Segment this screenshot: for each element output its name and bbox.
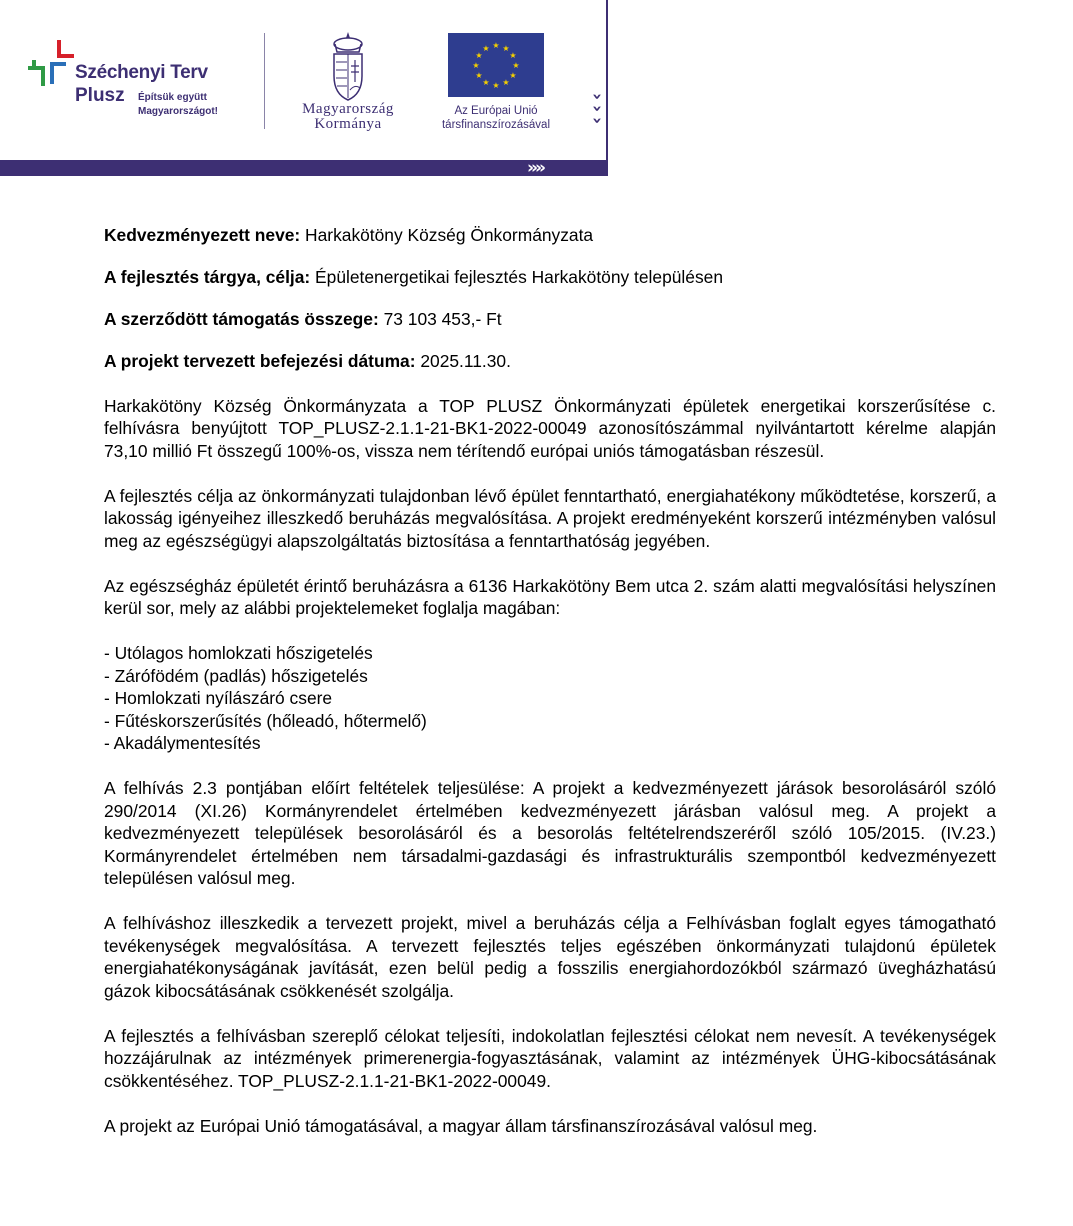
paragraph-objectives: A fejlesztés a felhívásban szereplő célokat teljesíti, indokolatlan fejlesztési célokat nem nevesít. A tevékenységek hozzájárulnak az intézmények primerenergia-fogyasztásának, valamint az intézmények ÜHG-kibocsátásának csökkentéséhez. TOP_PLUSZ-2.1.1-21-BK1-2022-00049. — [104, 1025, 996, 1091]
svg-text:★: ★ — [509, 71, 517, 80]
eu-caption — [424, 104, 568, 132]
project-elements-list — [104, 642, 996, 755]
slogan-line-2: Magyarországot! — [138, 106, 219, 117]
list-item: - Akadálymentesítés — [104, 733, 261, 753]
subject-field — [104, 266, 996, 289]
svg-text:★: ★ — [509, 51, 517, 60]
government-line-2: Kormánya — [314, 116, 382, 132]
field-label: A fejlesztés tárgya, célja: — [104, 267, 311, 287]
szechenyi-title: Széchenyi Terv — [75, 62, 208, 83]
side-chevron-decoration: › › › — [587, 93, 607, 125]
svg-text:★: ★ — [492, 41, 500, 50]
svg-text:★: ★ — [472, 61, 480, 70]
svg-text:★: ★ — [512, 61, 520, 70]
field-label: Kedvezményezett neve: — [104, 225, 301, 245]
paragraph-grant: Harkakötöny Község Önkormányzata a TOP PLUSZ Önkormányzati épületek energetikai korszerűsítése c. felhívásra benyújtott TOP_PLUSZ-2.1.1-21-BK1-2022-00049 azonosítószámmal nyilvántartott kérelme alapján 73,10 millió Ft összegű 100%-os, vissza nem térítendő európai uniós támogatásban részesül. — [104, 395, 996, 461]
paragraph-conditions: A felhívás 2.3 pontjában előírt feltételek teljesülése: A projekt a kedvezményezett járások besorolásáról szóló 290/2014 (XI.26) Kormányrendelet értelmében kedvezményezett járásban valósul meg. A projekt a kedvezményezett települések besorolásáról és a besorolás feltételrendszeréről szóló 105/2015. (IV.23.) Kormányrendelet értelmében nem társadalmi-gazdasági és infrastrukturális szempontból kedvezményezett településen valósul meg. — [104, 778, 996, 888]
svg-text:★: ★ — [475, 71, 483, 80]
svg-text:★: ★ — [482, 44, 490, 53]
government-line-1: Magyarország — [302, 101, 394, 117]
svg-text:★: ★ — [475, 51, 483, 60]
szechenyi-cross-icon — [28, 40, 74, 86]
band-chevron-icon: ›››› — [527, 158, 544, 178]
svg-text:★: ★ — [492, 81, 500, 90]
list-item: - Utólagos homlokzati hőszigetelés — [104, 643, 373, 663]
field-value: 2025.11.30. — [415, 351, 511, 371]
eu-line-2: társfinanszírozásával — [441, 119, 551, 131]
paragraph-fit: A felhíváshoz illeszkedik a tervezett projekt, mivel a beruházás célja a Felhívásban foglalt egyes támogatható tevékenységek megvalósítása. A tervezett fejlesztés teljes egészében önkormányzati tulajdonú épületek energiahatékonyságának javítását, ezen belül pedig a fosszilis energiahordozókból származó üvegházhatású gázok kibocsátásának csökkenését szolgálja. — [104, 913, 996, 1001]
list-item: - Fűtéskorszerűsítés (hőleadó, hőtermelő) — [104, 710, 427, 731]
szechenyi-plus: Plusz — [75, 85, 125, 106]
slogan-line-1: Építsük együtt — [138, 92, 207, 103]
szechenyi-slogan — [138, 91, 218, 119]
grant-amount-field — [104, 308, 996, 331]
field-value: Épületenergetikai fejlesztés Harkakötöny településen — [310, 267, 724, 287]
beneficiary-field — [104, 224, 996, 247]
list-item: - Zárófödém (padlás) hőszigetelés — [104, 665, 368, 686]
svg-text:★: ★ — [502, 78, 510, 87]
field-value: Harkakötöny Község Önkormányzata — [300, 225, 594, 245]
document-body — [104, 224, 996, 1160]
paragraph-eu-support: A projekt az Európai Unió támogatásával, a magyar állam társfinanszírozásával valósul meg. — [104, 1115, 818, 1136]
svg-text:★: ★ — [502, 44, 510, 53]
logo-divider — [264, 33, 265, 129]
header-banner — [0, 0, 608, 176]
field-label: A szerződött támogatás összege: — [104, 309, 379, 329]
completion-date-field — [104, 350, 996, 373]
eu-flag-icon — [448, 33, 544, 97]
field-label: A projekt tervezett befejezési dátuma: — [104, 351, 416, 371]
eu-line-1: Az Európai Unió — [454, 105, 538, 117]
field-value: 73 103 453,- Ft — [378, 309, 502, 329]
government-caption — [290, 102, 406, 132]
hungarian-crest-icon — [329, 30, 367, 102]
svg-text:★: ★ — [482, 78, 490, 87]
banner-bottom-band — [0, 160, 608, 176]
list-item: - Homlokzati nyílászáró csere — [104, 688, 333, 708]
paragraph-location: Az egészségház épületét érintő beruházásra a 6136 Harkakötöny Bem utca 2. szám alatti megvalósítási helyszínen kerül sor, mely az alábbi projektelemeket foglalja magában: — [104, 575, 996, 618]
paragraph-goal: A fejlesztés célja az önkormányzati tulajdonban lévő épület fenntartható, energiahatékony működtetése, korszerű, a lakosság igényeihez illeszkedő beruházás megvalósítása. A projekt eredményeként korszerű intézményben valósul meg az egészségügyi alapszolgáltatás biztosítása a fenntarthatóság jegyében. — [104, 485, 996, 551]
